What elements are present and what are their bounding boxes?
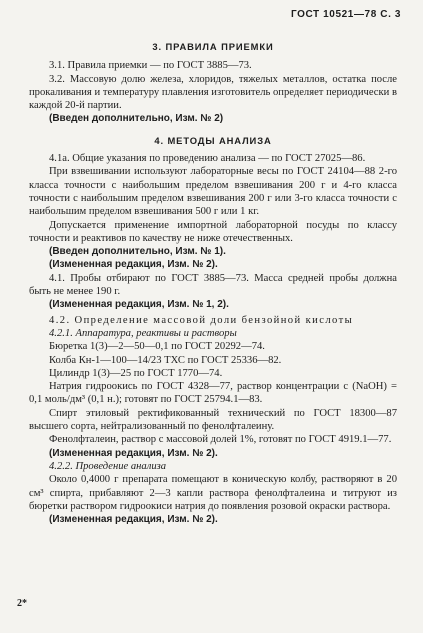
method-title: 4.2. Определение массовой доли бензойной кислоты xyxy=(49,314,354,326)
paragraph-4-2-heading xyxy=(29,314,397,327)
reagent-item: Бюретка 1(3)—2—50—0,1 по ГОСТ 20292—74. xyxy=(49,341,265,353)
paragraph-imported-glassware: Допускается применение импортной лабораторной посуды по классу точности и реактивов по качеству не ниже отечественных. xyxy=(29,219,397,244)
section-4-title: 4. МЕТОДЫ АНАЛИЗА xyxy=(154,134,272,146)
amendment-note: (Измененная редакция, Изм. № 2). xyxy=(49,514,218,526)
subsection-4-2-2-title: 4.2.2. Проведение анализа xyxy=(49,460,167,472)
reagent-item: Фенолфталеин, раствор с массовой долей 1%, готовят по ГОСТ 4919.1—77. xyxy=(49,434,392,446)
amendment-note: (Измененная редакция, Изм. № 2). xyxy=(49,447,218,459)
paragraph-weighing: При взвешивании используют лабораторные весы по ГОСТ 24104—88 2-го класса точности с наибольшим пределом взвешивания 200 г и 4-го класса точности с наибольшим пределом взвешивания 200 г или 3-го класса точности с наибольшим пределом взвешивания 500 г или 1 кг. xyxy=(29,166,397,218)
amendment-note: (Введен дополнительно, Изм. № 1). xyxy=(49,246,226,258)
reagent-item: Колба Кн-1—100—14/23 ТХС по ГОСТ 25336—82. xyxy=(49,354,282,366)
amendment-note: (Измененная редакция, Изм. № 2). xyxy=(49,259,218,271)
reagent-item: Натрия гидроокись по ГОСТ 4328—77, раствор концентрации с (NaOH) = 0,1 моль/дм³ (0,1 н.); готовят по ГОСТ 25794.1—83. xyxy=(29,381,397,406)
procedure-paragraph: Около 0,4000 г препарата помещают в коническую колбу, растворяют в 20 см³ спирта, прибавляют 2—3 капли раствора фенолфталеина и титруют из бюретки раствором гидроокиси натрия до появления розовой окраски раствора. xyxy=(29,474,397,512)
page-header: ГОСТ 10521—78 С. 3 xyxy=(290,9,401,20)
amendment-note: (Введен дополнительно, Изм. № 2) xyxy=(49,113,224,125)
subsection-4-2-1-title: 4.2.1. Аппаратура, реактивы и растворы xyxy=(49,327,237,339)
signature-mark: 2* xyxy=(17,598,27,609)
reagent-item: Цилиндр 1(3)—25 по ГОСТ 1770—74. xyxy=(49,367,223,379)
section-3-title: 3. ПРАВИЛА ПРИЕМКИ xyxy=(152,41,274,52)
page-body xyxy=(29,40,397,526)
paragraph-3-1: 3.1. Правила приемки — по ГОСТ 3885—73. xyxy=(49,60,252,72)
paragraph-3-2: 3.2. Массовую долю железа, хлоридов, тяжелых металлов, остатка после прокаливания и температуру плавления изготовитель определяет периодически в каждой 20-й партии. xyxy=(29,73,397,112)
reagent-item: Спирт этиловый ректификованный технический по ГОСТ 18300—87 высшего сорта, нейтрализованный по фенолфталеину. xyxy=(29,407,397,433)
paragraph-4-1: 4.1. Пробы отбирают по ГОСТ 3885—73. Масса средней пробы должна быть не менее 190 г. xyxy=(29,272,397,298)
paragraph-4-1a: 4.1а. Общие указания по проведению анализа — по ГОСТ 27025—86. xyxy=(49,153,366,165)
amendment-note: (Измененная редакция, Изм. № 1, 2). xyxy=(49,299,229,311)
